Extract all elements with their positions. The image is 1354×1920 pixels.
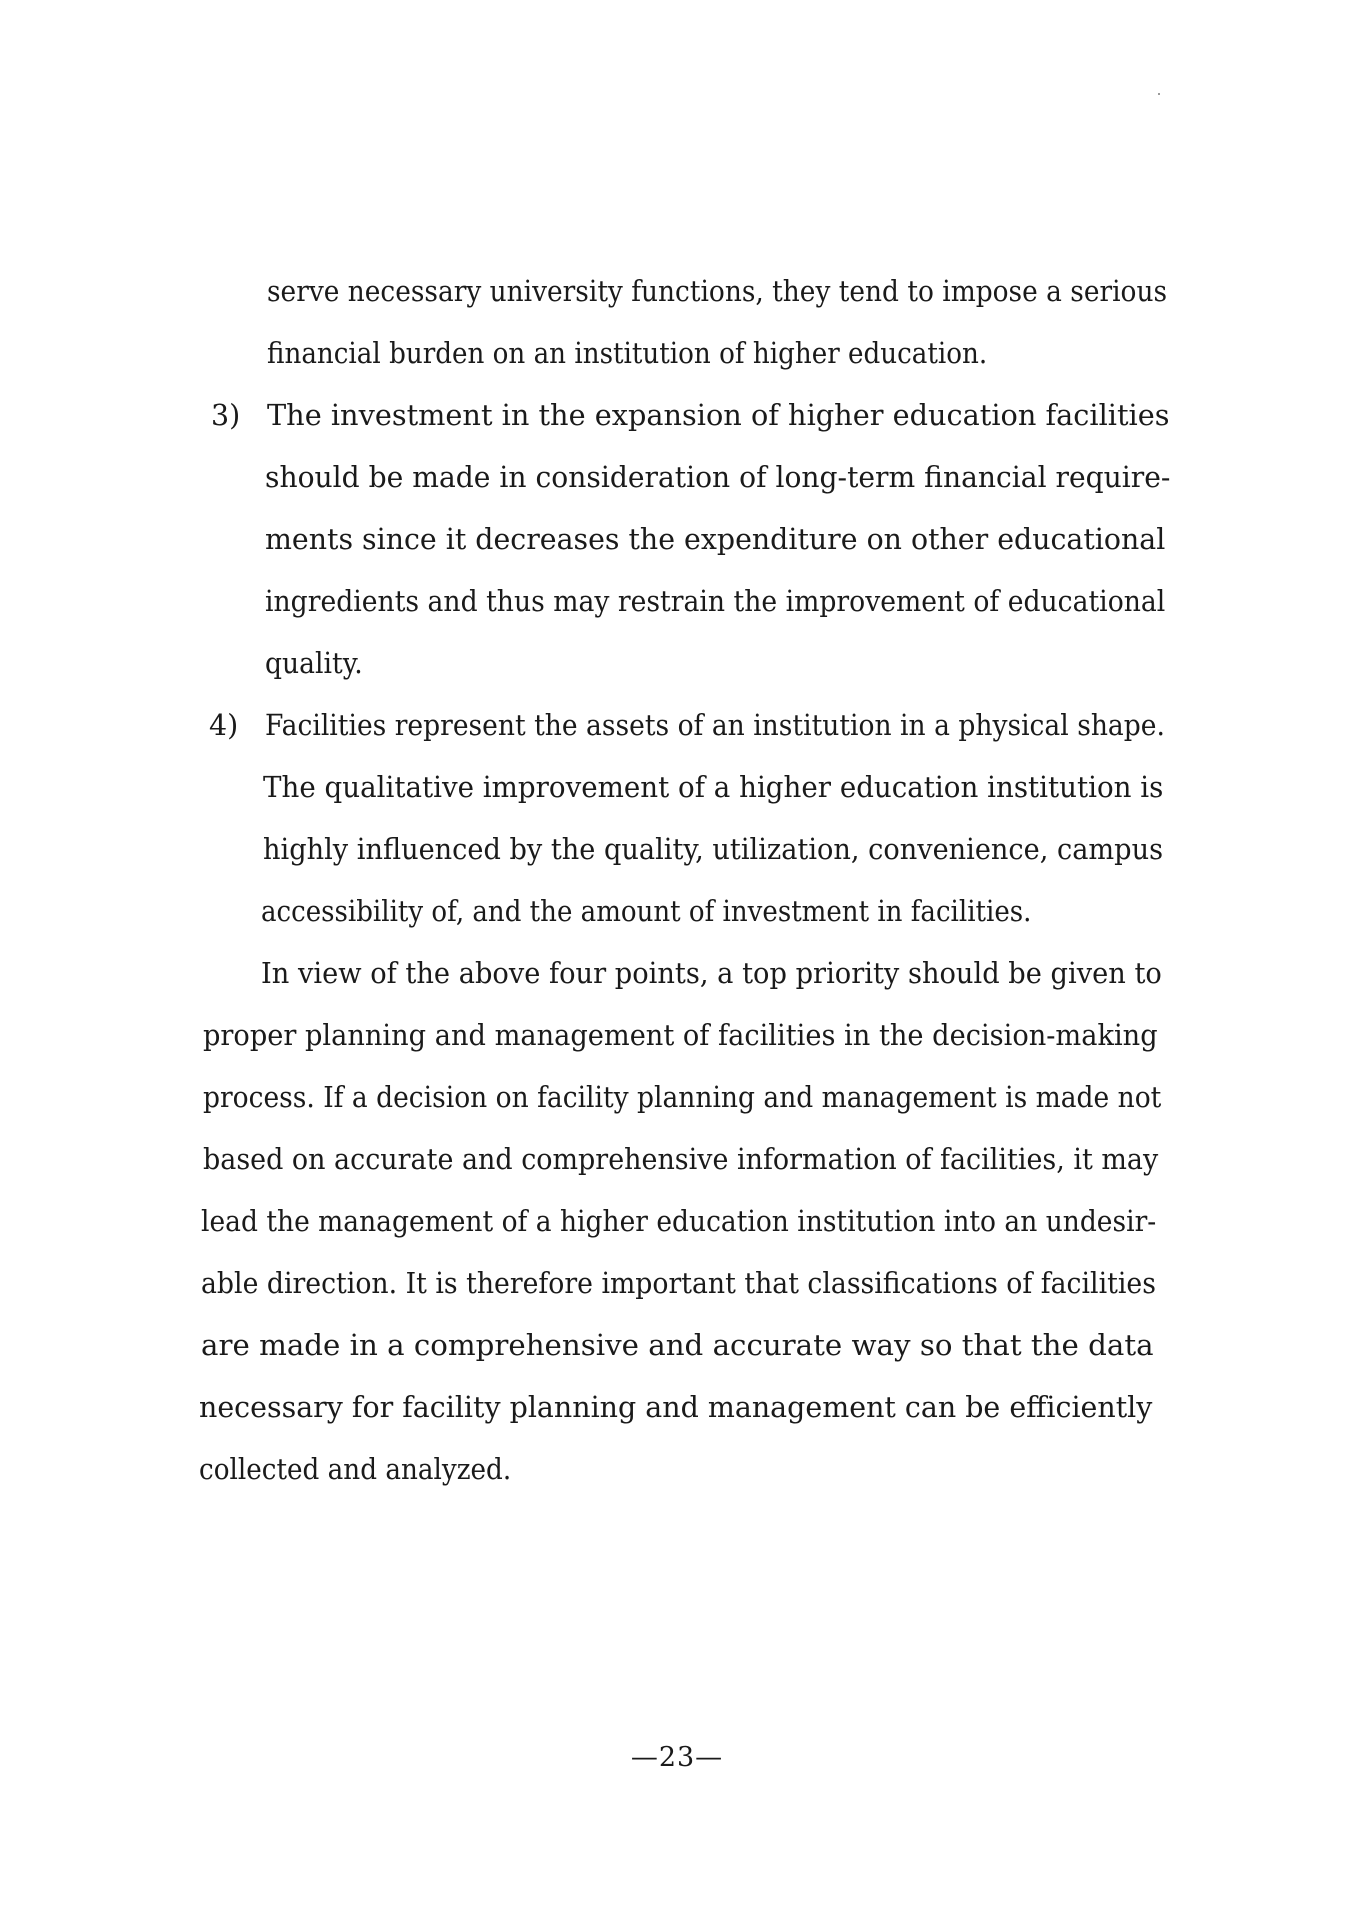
scan-speck: [1158, 93, 1160, 95]
text-line: proper planning and management of facilities in the decision-making: [203, 1019, 1158, 1052]
text-line: serve necessary university functions, they tend to impose a serious: [267, 275, 1168, 308]
text-line: should be made in consideration of long-term financial require-: [265, 461, 1171, 494]
text-line: accessibility of, and the amount of investment in facilities.: [261, 895, 1032, 928]
list-marker: 4): [209, 709, 239, 742]
text-line: collected and analyzed.: [199, 1453, 512, 1486]
page-number: —23—: [630, 1742, 724, 1773]
text-line: financial burden on an institution of higher education.: [267, 337, 988, 370]
list-marker: 3): [211, 399, 241, 432]
text-line: process. If a decision on facility planning and management is made not: [203, 1081, 1162, 1114]
text-line: The qualitative improvement of a higher education institution is: [263, 771, 1164, 804]
text-line: ingredients and thus may restrain the improvement of educational: [265, 585, 1166, 618]
text-line: lead the management of a higher education institution into an undesir-: [201, 1205, 1157, 1238]
text-line: necessary for facility planning and management can be efficiently: [199, 1391, 1153, 1424]
text-line: based on accurate and comprehensive information of facilities, it may: [203, 1143, 1159, 1176]
text-line: able direction. It is therefore important that classifications of facilities: [201, 1267, 1156, 1300]
text-line: ments since it decreases the expenditure on other educational: [265, 523, 1166, 556]
text-line: are made in a comprehensive and accurate way so that the data: [201, 1329, 1154, 1362]
text-line: Facilities represent the assets of an institution in a physical shape.: [265, 709, 1165, 742]
text-line: The investment in the expansion of higher education facilities: [267, 399, 1170, 432]
text-line: highly influenced by the quality, utilization, convenience, campus: [263, 833, 1164, 866]
text-line: In view of the above four points, a top priority should be given to: [261, 957, 1162, 990]
text-line: quality.: [265, 647, 363, 680]
